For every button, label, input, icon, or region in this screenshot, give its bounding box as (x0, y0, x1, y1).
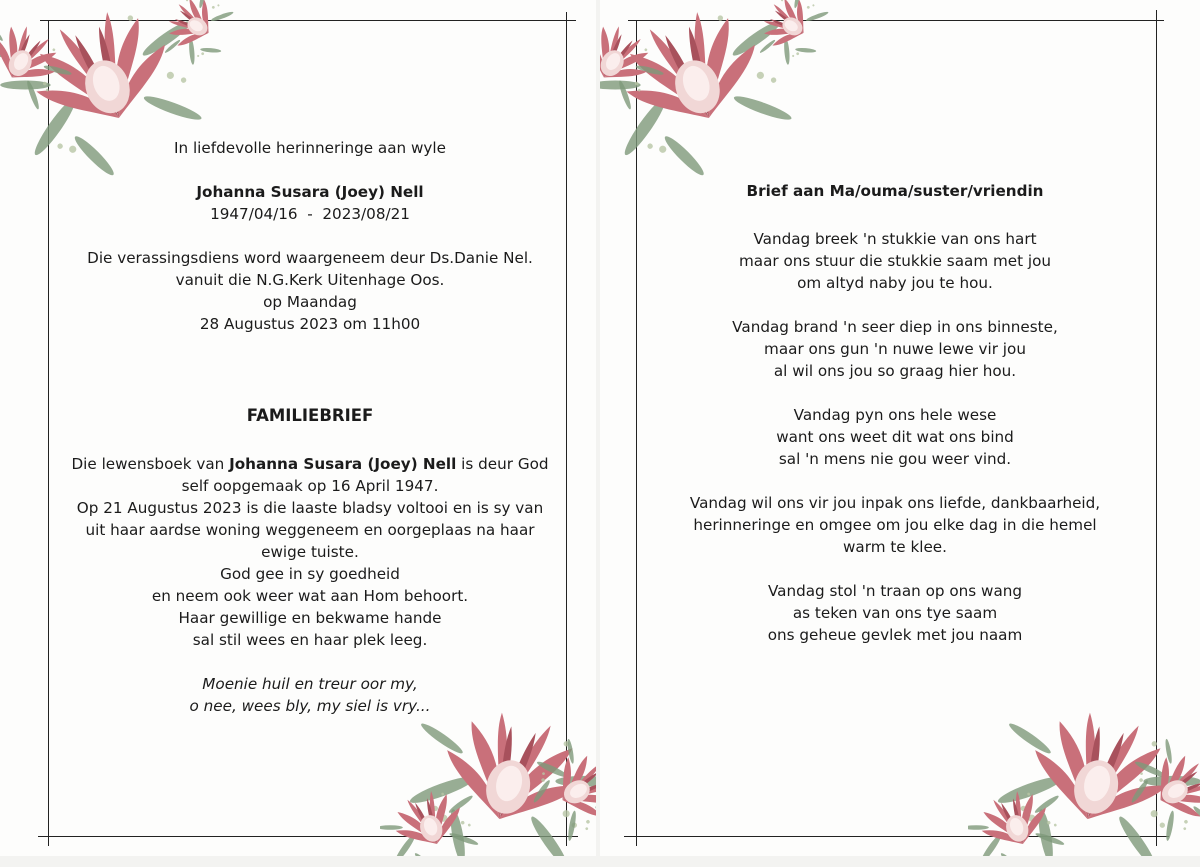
letter-line: en neem ook weer wat aan Hom behoort. (151, 587, 469, 605)
poem-line: want ons weet dit wat ons bind (776, 428, 1014, 446)
quote-line: Moenie huil en treur oor my, (202, 675, 418, 693)
poem-line: warm te klee. (843, 538, 947, 556)
family-letter (40, 405, 580, 717)
service-line: op Maandag (263, 293, 357, 311)
letter-line (40, 453, 580, 475)
poem-line: herinneringe en omgee om jou elke dag in die hemel (693, 516, 1097, 534)
letter-line: sal stil wees en haar plek leeg. (192, 631, 428, 649)
poem (640, 180, 1150, 646)
poem-line: Vandag pyn ons hele wese (793, 406, 997, 424)
poem-line: maar ons gun 'n nuwe lewe vir jou (764, 340, 1026, 358)
deceased-name: Johanna Susara (Joey) Nell (196, 183, 424, 201)
poem-line: as teken van ons tye saam (792, 604, 998, 622)
poem-line: Vandag breek 'n stukkie van ons hart (753, 230, 1037, 248)
poem-line: sal 'n mens nie gou weer vind. (778, 450, 1012, 468)
service-line: Die verassingsdiens word waargeneem deur Ds.Danie Nel. (87, 249, 533, 267)
poem-heading: Brief aan Ma/ouma/suster/vriendin (746, 182, 1044, 200)
letter-prefix: Die lewensboek van (71, 455, 230, 473)
poem-line: Vandag wil ons vir jou inpak ons liefde, dankbaarheid, (689, 494, 1101, 512)
poem-line: maar ons stuur die stukkie saam met jou (738, 252, 1052, 270)
letter-line: ewige tuiste. (261, 543, 359, 561)
letter-name: Johanna Susara (Joey) Nell (229, 455, 457, 473)
memorial-header (40, 137, 580, 335)
poem-line: al wil ons jou so graag hier hou. (773, 362, 1017, 380)
letter-line: God gee in sy goedheid (220, 565, 400, 583)
service-line: vanuit die N.G.Kerk Uitenhage Oos. (175, 271, 445, 289)
poem-line: om altyd naby jou te hou. (797, 274, 993, 292)
letter-line: self oopgemaak op 16 April 1947. (181, 477, 439, 495)
letter-line: Op 21 Augustus 2023 is die laaste bladsy voltooi en is sy van (76, 499, 544, 517)
right-page (600, 0, 1200, 856)
protea-flower-bottom-right (968, 640, 1200, 856)
service-line: 28 Augustus 2023 om 11h00 (199, 315, 421, 333)
letter-line: uit haar aardse woning weggeneem en oorgeplaas na haar (85, 521, 535, 539)
left-page (0, 0, 596, 856)
poem-line: Vandag stol 'n traan op ons wang (767, 582, 1023, 600)
family-letter-heading: FAMILIEBRIEF (246, 406, 374, 425)
letter-line: Haar gewillige en bekwame hande (178, 609, 442, 627)
intro-line: In liefdevolle herinneringe aan wyle (174, 139, 446, 157)
poem-line: ons geheue gevlek met jou naam (767, 626, 1023, 644)
poem-line: Vandag brand 'n seer diep in ons binneste, (732, 318, 1058, 336)
life-dates: 1947/04/16 - 2023/08/21 (210, 205, 410, 223)
quote-line: o nee, wees bly, my siel is vry... (189, 697, 431, 715)
letter-suffix: is deur God (456, 455, 549, 473)
